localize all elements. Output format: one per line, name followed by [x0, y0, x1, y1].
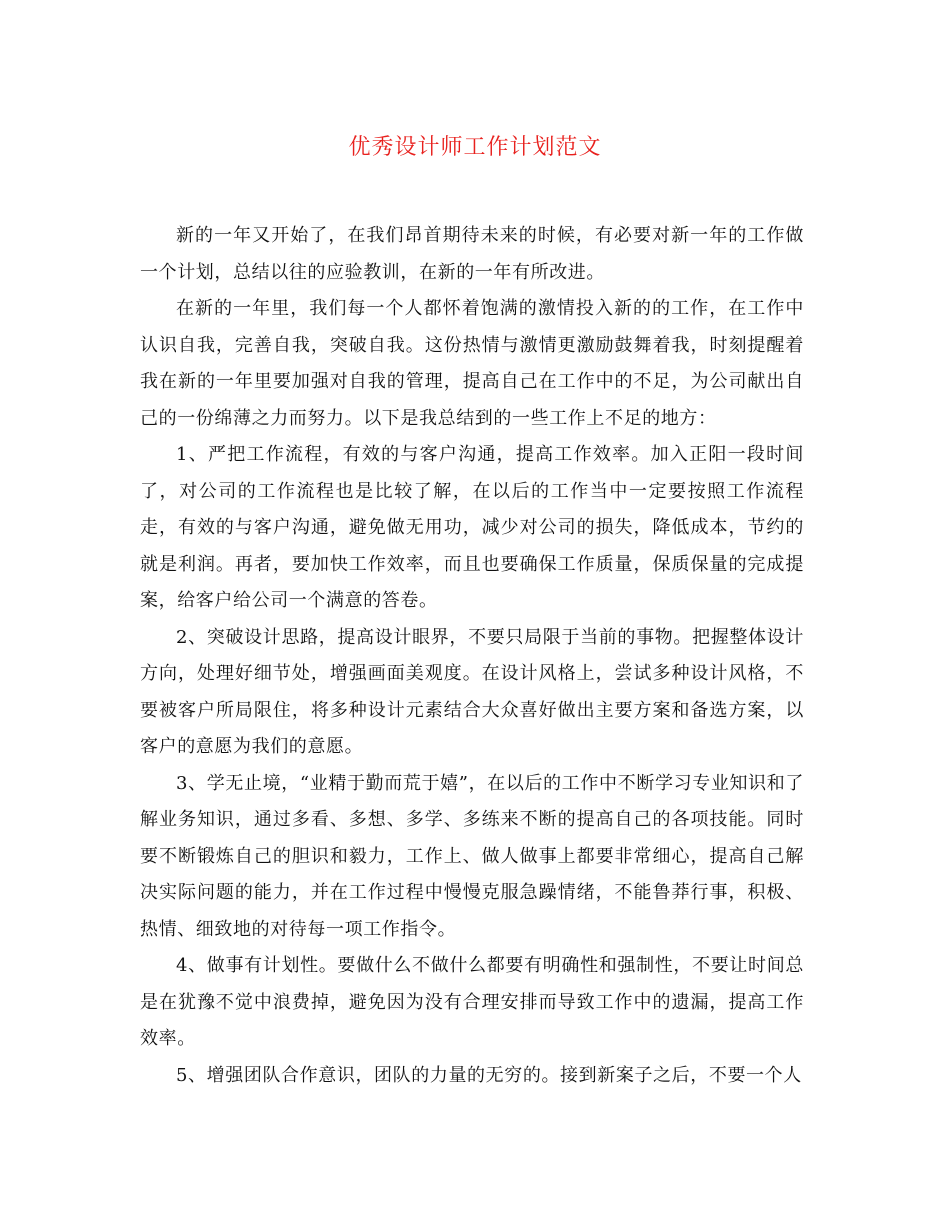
paragraph-item-2: 2、突破设计思路，提高设计眼界，不要只局限于当前的事物。把握整体设计方向，处理好细节处，增强画面美观度。在设计风格上，尝试多种设计风格，不要被客户所局限住，将多种设计元素结合大众喜好做出主要方案和备选方案，以客户的意愿为我们的意愿。 [140, 626, 804, 757]
paragraph-intro: 新的一年又开始了，在我们昂首期待未来的时候，有必要对新一年的工作做一个计划，总结以往的应验教训，在新的一年有所改进。 [140, 225, 804, 283]
paragraph-item-4: 4、做事有计划性。要做什么不做什么都要有明确性和强制性，不要让时间总是在犹豫不觉中浪费掉，避免因为没有合理安排而导致工作中的遗漏，提高工作效率。 [140, 955, 804, 1049]
document-body [140, 218, 804, 1094]
paragraph-item-3: 3、学无止境，“业精于勤而荒于嬉”，在以后的工作中不断学习专业知识和了解业务知识，通过多看、多想、多学、多练来不断的提高自己的各项技能。同时要不断锻炼自己的胆识和毅力，工作上、做人做事上都要非常细心，提高自己解决实际问题的能力，并在工作过程中慢慢克服急躁情绪，不能鲁莽行事，积极、热情、细致地的对待每一项工作指令。 [140, 772, 804, 940]
paragraph-item-5: 5、增强团队合作意识，团队的力量的无穷的。接到新案子之后，不要一个人 [176, 1064, 802, 1086]
paragraph-self-management: 在新的一年里，我们每一个人都怀着饱满的激情投入新的的工作，在工作中认识自我，完善自我，突破自我。这份热情与激情更激励鼓舞着我，时刻提醒着我在新的一年里要加强对自我的管理，提高自己在工作中的不足，为公司献出自己的一份绵薄之力而努力。以下是我总结到的一些工作上不足的地方： [140, 298, 804, 429]
paragraph-item-1: 1、严把工作流程，有效的与客户沟通，提高工作效率。加入正阳一段时间了，对公司的工作流程也是比较了解，在以后的工作当中一定要按照工作流程走，有效的与客户沟通，避免做无用功，减少对公司的损失，降低成本，节约的就是利润。再者，要加快工作效率，而且也要确保工作质量，保质保量的完成提案，给客户给公司一个满意的答卷。 [140, 444, 804, 611]
document-title: 优秀设计师工作计划范文 [348, 135, 602, 160]
